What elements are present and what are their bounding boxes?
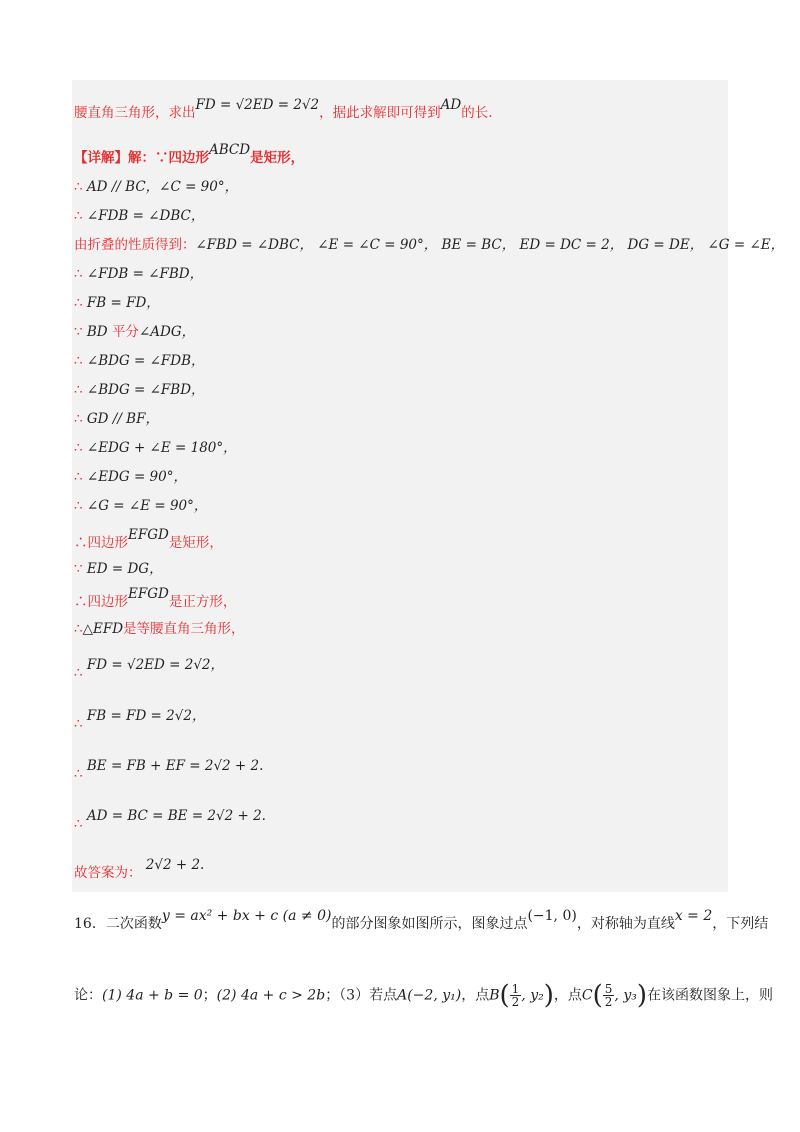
solution-line-6: ∴ FB = FD， bbox=[74, 295, 160, 311]
solution-line-17: ∴△EFD是等腰直角三角形， bbox=[74, 621, 245, 637]
solution-line-9: ∴ ∠BDG = ∠FBD， bbox=[74, 382, 205, 398]
solution-line-13: ∴ ∠G = ∠E = 90°， bbox=[74, 498, 208, 514]
solution-line-7: ∵ BD 平分∠ADG， bbox=[74, 324, 196, 340]
solution-line-11: ∴ ∠EDG + ∠E = 180°， bbox=[74, 440, 237, 456]
solution-line-8: ∴ ∠BDG = ∠FDB， bbox=[74, 353, 205, 369]
solution-line-14: ∴四边形EFGD是矩形， bbox=[74, 527, 223, 551]
solution-line-19: ∴ FB = FD = 2√2， bbox=[74, 708, 206, 732]
solution-line-21: ∴ AD = BC = BE = 2√2 + 2. bbox=[74, 808, 266, 832]
solution-line-16: ∴四边形EFGD是正方形， bbox=[74, 586, 237, 610]
solution-line-4: 由折叠的性质得到：∠FBD = ∠DBC， ∠E = ∠C = 90°， BE = BC， ED = DC = 2， DG = DE， ∠G = ∠E， bbox=[74, 237, 785, 253]
fraction-one-half: $\frac{1}{2}$ bbox=[511, 982, 520, 1009]
solution-line-20: ∴ BE = FB + EF = 2√2 + 2. bbox=[74, 758, 264, 782]
solution-line-0: 腰直角三角形，求出FD = √2ED = 2√2，据此求解即可得到AD的长. bbox=[74, 97, 493, 121]
solution-line-18: ∴ FD = √2ED = 2√2， bbox=[74, 657, 225, 681]
solution-line-1: 【详解】解：∵四边形ABCD是矩形， bbox=[74, 142, 305, 166]
solution-line-22: 故答案为： 2√2 + 2. bbox=[74, 857, 205, 881]
solution-line-3: ∴ ∠FDB = ∠DBC， bbox=[74, 208, 205, 224]
solution-line-10: ∴ GD // BF， bbox=[74, 411, 159, 427]
question-16-line-1: 16．二次函数y = ax² + bx + c (a ≠ 0)的部分图象如图所示，图象过点(−1, 0)，对称轴为直线x = 2，下列结 bbox=[74, 908, 769, 932]
solution-line-12: ∴ ∠EDG = 90°， bbox=[74, 469, 187, 485]
question-16-line-2: 论：(1) 4a + b = 0；(2) 4a + c > 2b；（3）若点A(−2, y₁)，点B( $\frac{1}{2}$ , y₂)，点C( $\frac{5}{2}$ , y₃)在该函数图象上，则 bbox=[74, 980, 773, 1011]
function-expression: y = ax² + bx + c (a ≠ 0) bbox=[161, 908, 332, 924]
solution-line-15: ∵ ED = DG， bbox=[74, 561, 163, 577]
solution-line-5: ∴ ∠FDB = ∠FBD， bbox=[74, 266, 204, 282]
fraction-five-halves: $\frac{5}{2}$ bbox=[604, 982, 613, 1009]
solution-line-2: ∴ AD // BC，∠C = 90°， bbox=[74, 179, 239, 195]
